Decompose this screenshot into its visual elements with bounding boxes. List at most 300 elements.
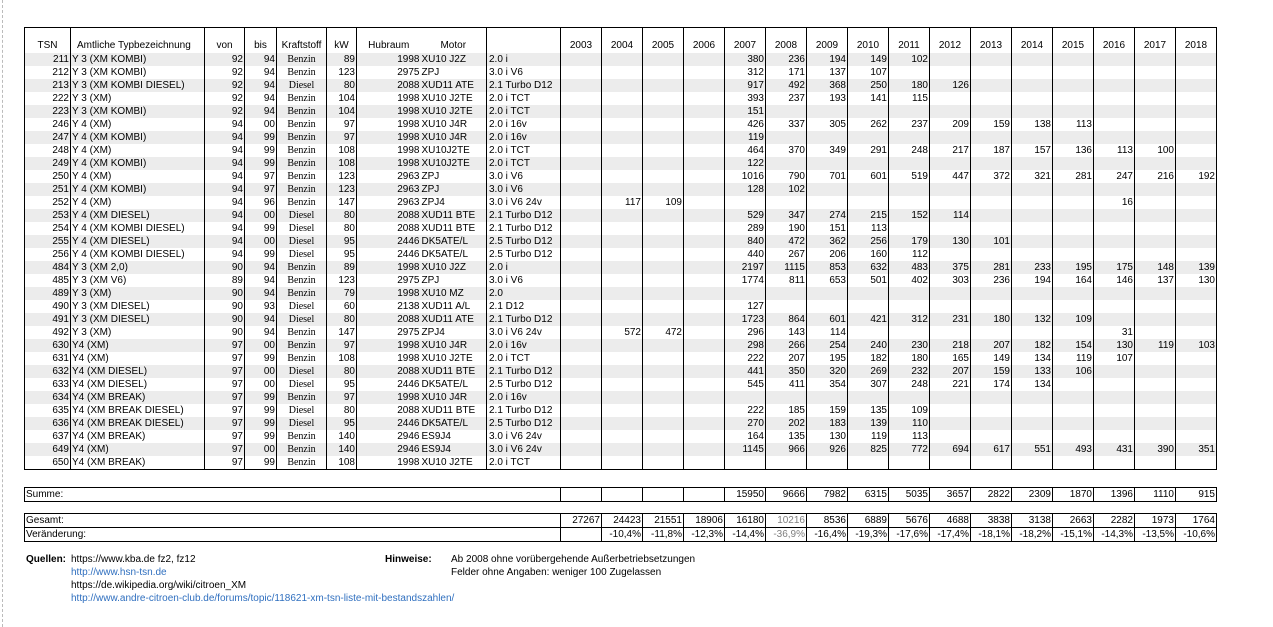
year-value-cell [1135, 53, 1176, 66]
motor-code-cell: XUD11 ATE [421, 313, 487, 326]
year-value-cell [1012, 287, 1053, 300]
year-value-cell: 368 [807, 79, 848, 92]
year-value-cell [684, 365, 725, 378]
kraftstoff-cell: Diesel [277, 248, 327, 261]
kraftstoff-cell: Benzin [277, 157, 327, 170]
year-value-cell [1012, 404, 1053, 417]
motor-cell: 2.1 Turbo D12 [487, 209, 561, 222]
year-value-cell: 447 [930, 170, 971, 183]
year-value-cell [643, 261, 684, 274]
year-value-cell [643, 118, 684, 131]
header-year: 2011 [889, 28, 930, 54]
year-value-cell: 402 [889, 274, 930, 287]
year-value-cell [930, 300, 971, 313]
year-value-cell [1053, 430, 1094, 443]
motor-code-cell: XU10 J4R [421, 118, 468, 130]
year-value-cell [1094, 404, 1135, 417]
motor-cell: 2.0 i TCT [487, 144, 561, 157]
von-cell: 92 [205, 66, 245, 79]
kw-cell: 97 [327, 391, 357, 404]
year-value-cell [561, 79, 602, 92]
year-value-cell: 151 [807, 222, 848, 235]
bis-cell: 99 [245, 352, 277, 365]
year-value-cell: 139 [1176, 261, 1217, 274]
year-value-cell [643, 79, 684, 92]
year-value-cell: 431 [1094, 443, 1135, 456]
year-value-cell [889, 222, 930, 235]
year-value-cell [971, 456, 1012, 470]
table-row [25, 222, 1217, 235]
year-value-cell [848, 157, 889, 170]
year-value-cell [807, 287, 848, 300]
hubraum-cell: 2088 [357, 404, 421, 417]
table-row [25, 391, 1217, 404]
tsn-cell: 254 [52, 222, 69, 234]
year-value-cell: 152 [889, 209, 930, 222]
year-value-cell [1012, 222, 1053, 235]
summe-value: 6315 [848, 488, 889, 502]
year-value-cell [1135, 183, 1176, 196]
typbezeichnung-cell: Y4 (XM DIESEL) [71, 378, 205, 391]
year-value-cell: 127 [725, 300, 766, 313]
kw-cell: 140 [327, 430, 357, 443]
year-value-cell [643, 183, 684, 196]
year-value-cell [643, 235, 684, 248]
year-value-cell [561, 404, 602, 417]
von-cell: 94 [205, 131, 245, 144]
kw-cell: 123 [327, 183, 357, 196]
year-value-cell: 370 [766, 144, 807, 157]
quellen-link-forum[interactable]: http://www.andre-citroen-club.de/forums/topic/118621-xm-tsn-liste-mit-bestandszahlen/ [71, 593, 455, 604]
year-value-cell [684, 209, 725, 222]
header-year: 2008 [766, 28, 807, 54]
typbezeichnung-cell: Y4 (XM BREAK DIESEL) [71, 417, 205, 430]
kraftstoff-cell: Diesel [277, 222, 327, 235]
year-value-cell [643, 92, 684, 105]
kraftstoff-cell: Benzin [277, 170, 327, 183]
year-value-cell: 221 [930, 378, 971, 391]
header-year: 2006 [684, 28, 725, 54]
year-value-cell [684, 144, 725, 157]
year-value-cell [766, 105, 807, 118]
motor-code-cell: XU10 J2TE [421, 92, 473, 104]
year-value-cell: 694 [930, 443, 971, 456]
typbezeichnung-cell: Y 4 (XM DIESEL) [71, 209, 205, 222]
year-value-cell [602, 235, 643, 248]
kraftstoff-cell: Benzin [277, 261, 327, 274]
von-cell: 94 [205, 118, 245, 131]
year-value-cell [602, 170, 643, 183]
year-value-cell [1135, 352, 1176, 365]
table-row [25, 196, 1217, 209]
bis-cell: 94 [245, 105, 277, 118]
veraenderung-value: -14,4% [725, 528, 766, 542]
year-value-cell [725, 196, 766, 209]
year-value-cell [561, 53, 602, 66]
year-value-cell: 231 [930, 313, 971, 326]
year-value-cell [684, 430, 725, 443]
tsn-cell: 213 [25, 79, 71, 92]
year-value-cell: 270 [725, 417, 766, 430]
summe-value: 5035 [889, 488, 930, 502]
table-row [25, 378, 1217, 391]
year-value-cell [807, 456, 848, 470]
motor-cell: 2.0 [487, 287, 561, 300]
year-value-cell: 269 [848, 365, 889, 378]
year-value-cell [561, 248, 602, 261]
header-year: 2005 [643, 28, 684, 54]
tsn-cell: 256 [52, 248, 69, 260]
year-value-cell: 350 [766, 365, 807, 378]
year-value-cell [643, 144, 684, 157]
year-value-cell [1135, 235, 1176, 248]
year-value-cell [602, 287, 643, 300]
veraenderung-value: -17,6% [889, 528, 930, 542]
motor-cell: 2.1 D12 [487, 300, 561, 313]
year-value-cell: 266 [766, 339, 807, 352]
year-value-cell: 154 [1053, 339, 1094, 352]
table-row [25, 209, 1217, 222]
year-value-cell: 215 [848, 209, 889, 222]
year-value-cell [643, 365, 684, 378]
motor-cell: 3.0 i V6 24v [487, 443, 561, 456]
hubraum-cell: 2088 [357, 313, 421, 326]
year-value-cell [684, 404, 725, 417]
year-value-cell: 354 [807, 378, 848, 391]
year-value-cell [1176, 248, 1217, 261]
year-value-cell [1094, 391, 1135, 404]
motor-cell: 3.0 i V6 24v [487, 430, 561, 443]
year-value-cell: 164 [1053, 274, 1094, 287]
year-value-cell [602, 118, 643, 131]
motor-cell: 3.0 i V6 24v [487, 196, 561, 209]
tsn-cell: 490 [52, 300, 69, 312]
tsn-cell: 630 [25, 339, 71, 352]
year-value-cell: 164 [725, 430, 766, 443]
year-value-cell: 291 [848, 144, 889, 157]
year-value-cell: 966 [766, 443, 807, 456]
year-value-cell: 256 [848, 235, 889, 248]
hubraum-cell: 2088 [357, 365, 421, 378]
kw-cell: 108 [327, 456, 357, 470]
bis-cell: 99 [245, 131, 277, 144]
year-value-cell [1176, 144, 1217, 157]
year-value-cell [1094, 209, 1135, 222]
year-value-cell: 109 [1053, 313, 1094, 326]
year-value-cell [1012, 183, 1053, 196]
year-value-cell [930, 222, 971, 235]
year-value-cell [766, 287, 807, 300]
table-row [25, 118, 1217, 131]
year-value-cell [1176, 183, 1217, 196]
year-value-cell [848, 326, 889, 339]
kw-cell: 95 [327, 417, 357, 430]
motor-cell: 2.0 i 16v [487, 391, 561, 404]
year-value-cell [561, 339, 602, 352]
year-value-cell [602, 92, 643, 105]
motor-cell: 2.1 Turbo D12 [487, 365, 561, 378]
motor-code-cell: XUD11 BTE [421, 365, 487, 378]
motor-cell: 3.0 i V6 24v [487, 326, 561, 339]
year-value-cell [1135, 313, 1176, 326]
year-value-cell: 390 [1135, 443, 1176, 456]
year-value-cell [561, 391, 602, 404]
year-value-cell: 103 [1176, 339, 1217, 352]
year-value-cell: 222 [725, 404, 766, 417]
kw-cell: 80 [327, 404, 357, 417]
year-value-cell: 617 [971, 443, 1012, 456]
header-von: von [205, 28, 245, 54]
hubraum-cell: 2975 [357, 274, 421, 287]
year-value-cell: 137 [807, 66, 848, 79]
year-value-cell [602, 183, 643, 196]
year-value-cell [684, 183, 725, 196]
year-value-cell [971, 92, 1012, 105]
year-value-cell [889, 456, 930, 470]
motor-code-cell: XU10 J2Z [421, 53, 487, 66]
typbezeichnung-cell: Y 3 (XM KOMBI DIESEL) [71, 79, 205, 92]
year-value-cell [766, 157, 807, 170]
bis-cell: 97 [245, 170, 277, 183]
year-value-cell [1135, 430, 1176, 443]
year-value-cell: 274 [807, 209, 848, 222]
year-value-cell: 240 [848, 339, 889, 352]
year-value-cell: 303 [930, 274, 971, 287]
year-value-cell: 237 [889, 118, 930, 131]
year-value-cell [766, 456, 807, 470]
bis-cell: 94 [245, 79, 277, 92]
year-value-cell [602, 352, 643, 365]
year-value-cell: 185 [766, 404, 807, 417]
kraftstoff-cell: Benzin [277, 53, 327, 66]
year-value-cell [1094, 417, 1135, 430]
year-value-cell [930, 430, 971, 443]
motor-cell: 2.0 i [487, 261, 561, 274]
year-value-cell: 298 [725, 339, 766, 352]
motor-cell: 2.0 i TCT [487, 456, 561, 470]
motor-code-cell: ES9J4 [421, 443, 487, 456]
kraftstoff-cell: Benzin [277, 131, 327, 144]
year-value-cell [643, 378, 684, 391]
tsn-cell: 633 [52, 378, 69, 390]
year-value-cell: 134 [1012, 378, 1053, 391]
bis-cell: 94 [245, 287, 277, 300]
year-value-cell [602, 144, 643, 157]
kw-cell: 95 [327, 235, 357, 248]
year-value-cell [1176, 287, 1217, 300]
bis-cell: 96 [245, 196, 277, 209]
kraftstoff-cell: Benzin [277, 183, 327, 196]
year-value-cell: 305 [807, 118, 848, 131]
header-motor: Motor [440, 40, 467, 51]
year-value-cell: 160 [848, 248, 889, 261]
year-value-cell [602, 53, 643, 66]
header-tsn: TSN [37, 40, 58, 51]
year-value-cell [1053, 157, 1094, 170]
year-value-cell: 159 [971, 118, 1012, 131]
hubraum-cell: 1998 [357, 118, 421, 131]
year-value-cell: 135 [766, 430, 807, 443]
von-cell: 94 [205, 183, 245, 196]
kw-cell: 80 [327, 365, 357, 378]
von-cell: 92 [205, 53, 245, 66]
year-value-cell [602, 339, 643, 352]
table-row [25, 339, 1217, 352]
kraftstoff-cell: Benzin [277, 430, 327, 443]
quellen-link-hsn[interactable]: http://www.hsn-tsn.de [71, 567, 167, 578]
year-value-cell [643, 131, 684, 144]
veraenderung-value: -17,4% [930, 528, 971, 542]
year-value-cell [848, 131, 889, 144]
summe-value: 2822 [971, 488, 1012, 502]
year-value-cell [848, 183, 889, 196]
year-value-cell [643, 66, 684, 79]
year-value-cell [684, 352, 725, 365]
typbezeichnung-cell: Y4 (XM) [71, 443, 205, 456]
summe-value [602, 488, 643, 502]
year-value-cell [602, 66, 643, 79]
kraftstoff-cell: Diesel [277, 365, 327, 378]
year-value-cell [1135, 66, 1176, 79]
veraenderung-value: -19,3% [848, 528, 889, 542]
year-value-cell: 237 [766, 92, 807, 105]
year-value-cell [1176, 209, 1217, 222]
year-value-cell [848, 300, 889, 313]
motor-cell: 2.5 Turbo D12 [487, 248, 561, 261]
year-value-cell [561, 287, 602, 300]
tsn-cell: 635 [52, 404, 69, 416]
year-value-cell [930, 196, 971, 209]
year-value-cell: 180 [971, 313, 1012, 326]
kw-cell: 108 [327, 352, 357, 365]
year-value-cell: 159 [971, 365, 1012, 378]
von-cell: 97 [205, 378, 245, 391]
year-value-cell: 701 [807, 170, 848, 183]
year-value-cell [643, 222, 684, 235]
year-value-cell: 337 [766, 118, 807, 131]
year-value-cell: 501 [848, 274, 889, 287]
year-value-cell: 247 [1094, 170, 1135, 183]
kraftstoff-cell: Diesel [277, 79, 327, 92]
year-value-cell: 102 [889, 53, 930, 66]
von-cell: 94 [205, 235, 245, 248]
year-value-cell [1053, 53, 1094, 66]
motor-cell: 2.0 i TCT [487, 105, 561, 118]
von-cell: 94 [205, 196, 245, 209]
year-value-cell: 157 [1012, 144, 1053, 157]
year-value-cell [1094, 183, 1135, 196]
hubraum-cell: 2946 [357, 443, 421, 456]
year-value-cell: 472 [643, 326, 684, 339]
year-value-cell [643, 339, 684, 352]
year-value-cell: 141 [848, 92, 889, 105]
year-value-cell [1176, 118, 1217, 131]
tsn-cell: 248 [52, 144, 69, 156]
tsn-cell: 250 [52, 170, 69, 182]
year-value-cell: 440 [725, 248, 766, 261]
year-value-cell [643, 248, 684, 261]
header-year: 2015 [1053, 28, 1094, 54]
year-value-cell: 187 [971, 144, 1012, 157]
kw-cell: 140 [327, 443, 357, 456]
year-value-cell: 106 [1053, 365, 1094, 378]
year-value-cell [807, 105, 848, 118]
bis-cell: 94 [245, 92, 277, 105]
hubraum-cell: 1998 [357, 352, 421, 365]
von-cell: 94 [205, 209, 245, 222]
kraftstoff-cell: Benzin [277, 391, 327, 404]
year-value-cell: 136 [1053, 144, 1094, 157]
year-value-cell [930, 417, 971, 430]
year-value-cell [561, 417, 602, 430]
von-cell: 97 [205, 391, 245, 404]
year-value-cell [1176, 313, 1217, 326]
hubraum-cell: 2963 [357, 170, 421, 183]
year-value-cell [684, 456, 725, 470]
year-value-cell [930, 404, 971, 417]
von-cell: 92 [205, 105, 245, 118]
year-value-cell: 362 [807, 235, 848, 248]
year-value-cell [766, 131, 807, 144]
year-value-cell [1135, 391, 1176, 404]
veraenderung-row [25, 528, 1217, 542]
year-value-cell: 493 [1053, 443, 1094, 456]
year-value-cell [561, 430, 602, 443]
tsn-cell: 636 [25, 417, 71, 430]
tsn-cell: 632 [25, 365, 71, 378]
year-value-cell [971, 157, 1012, 170]
year-value-cell: 411 [766, 378, 807, 391]
year-value-cell: 107 [1094, 352, 1135, 365]
kw-cell: 97 [327, 131, 357, 144]
year-value-cell [1135, 404, 1176, 417]
hubraum-cell: 2088 [357, 209, 421, 222]
year-value-cell [971, 404, 1012, 417]
hubraum-cell: 2963 [357, 183, 421, 196]
year-value-cell [1176, 417, 1217, 430]
table-row [25, 53, 1217, 66]
year-value-cell: 107 [848, 66, 889, 79]
year-value-cell [643, 391, 684, 404]
gesamt-label: Gesamt: [25, 514, 561, 528]
year-value-cell: 320 [807, 365, 848, 378]
year-value-cell [971, 196, 1012, 209]
year-value-cell [1135, 417, 1176, 430]
year-value-cell [971, 209, 1012, 222]
year-value-cell: 772 [889, 443, 930, 456]
year-value-cell: 113 [1094, 144, 1135, 157]
hubraum-cell: 2975 [357, 326, 421, 339]
year-value-cell [1094, 53, 1135, 66]
motor-code-cell: XU10 J2TE [421, 105, 487, 118]
year-value-cell [930, 66, 971, 79]
year-value-cell [1176, 196, 1217, 209]
tsn-cell: 485 [52, 274, 69, 286]
year-value-cell [1135, 300, 1176, 313]
bis-cell: 97 [245, 183, 277, 196]
year-value-cell [1053, 391, 1094, 404]
year-value-cell: 222 [725, 352, 766, 365]
motor-cell: 2.1 Turbo D12 [487, 222, 561, 235]
year-value-cell [684, 391, 725, 404]
year-value-cell [1176, 53, 1217, 66]
year-value-cell: 207 [930, 365, 971, 378]
year-value-cell [1094, 79, 1135, 92]
von-cell: 97 [205, 456, 245, 470]
bis-cell: 94 [245, 53, 277, 66]
table-row [25, 183, 1217, 196]
year-value-cell [1053, 209, 1094, 222]
